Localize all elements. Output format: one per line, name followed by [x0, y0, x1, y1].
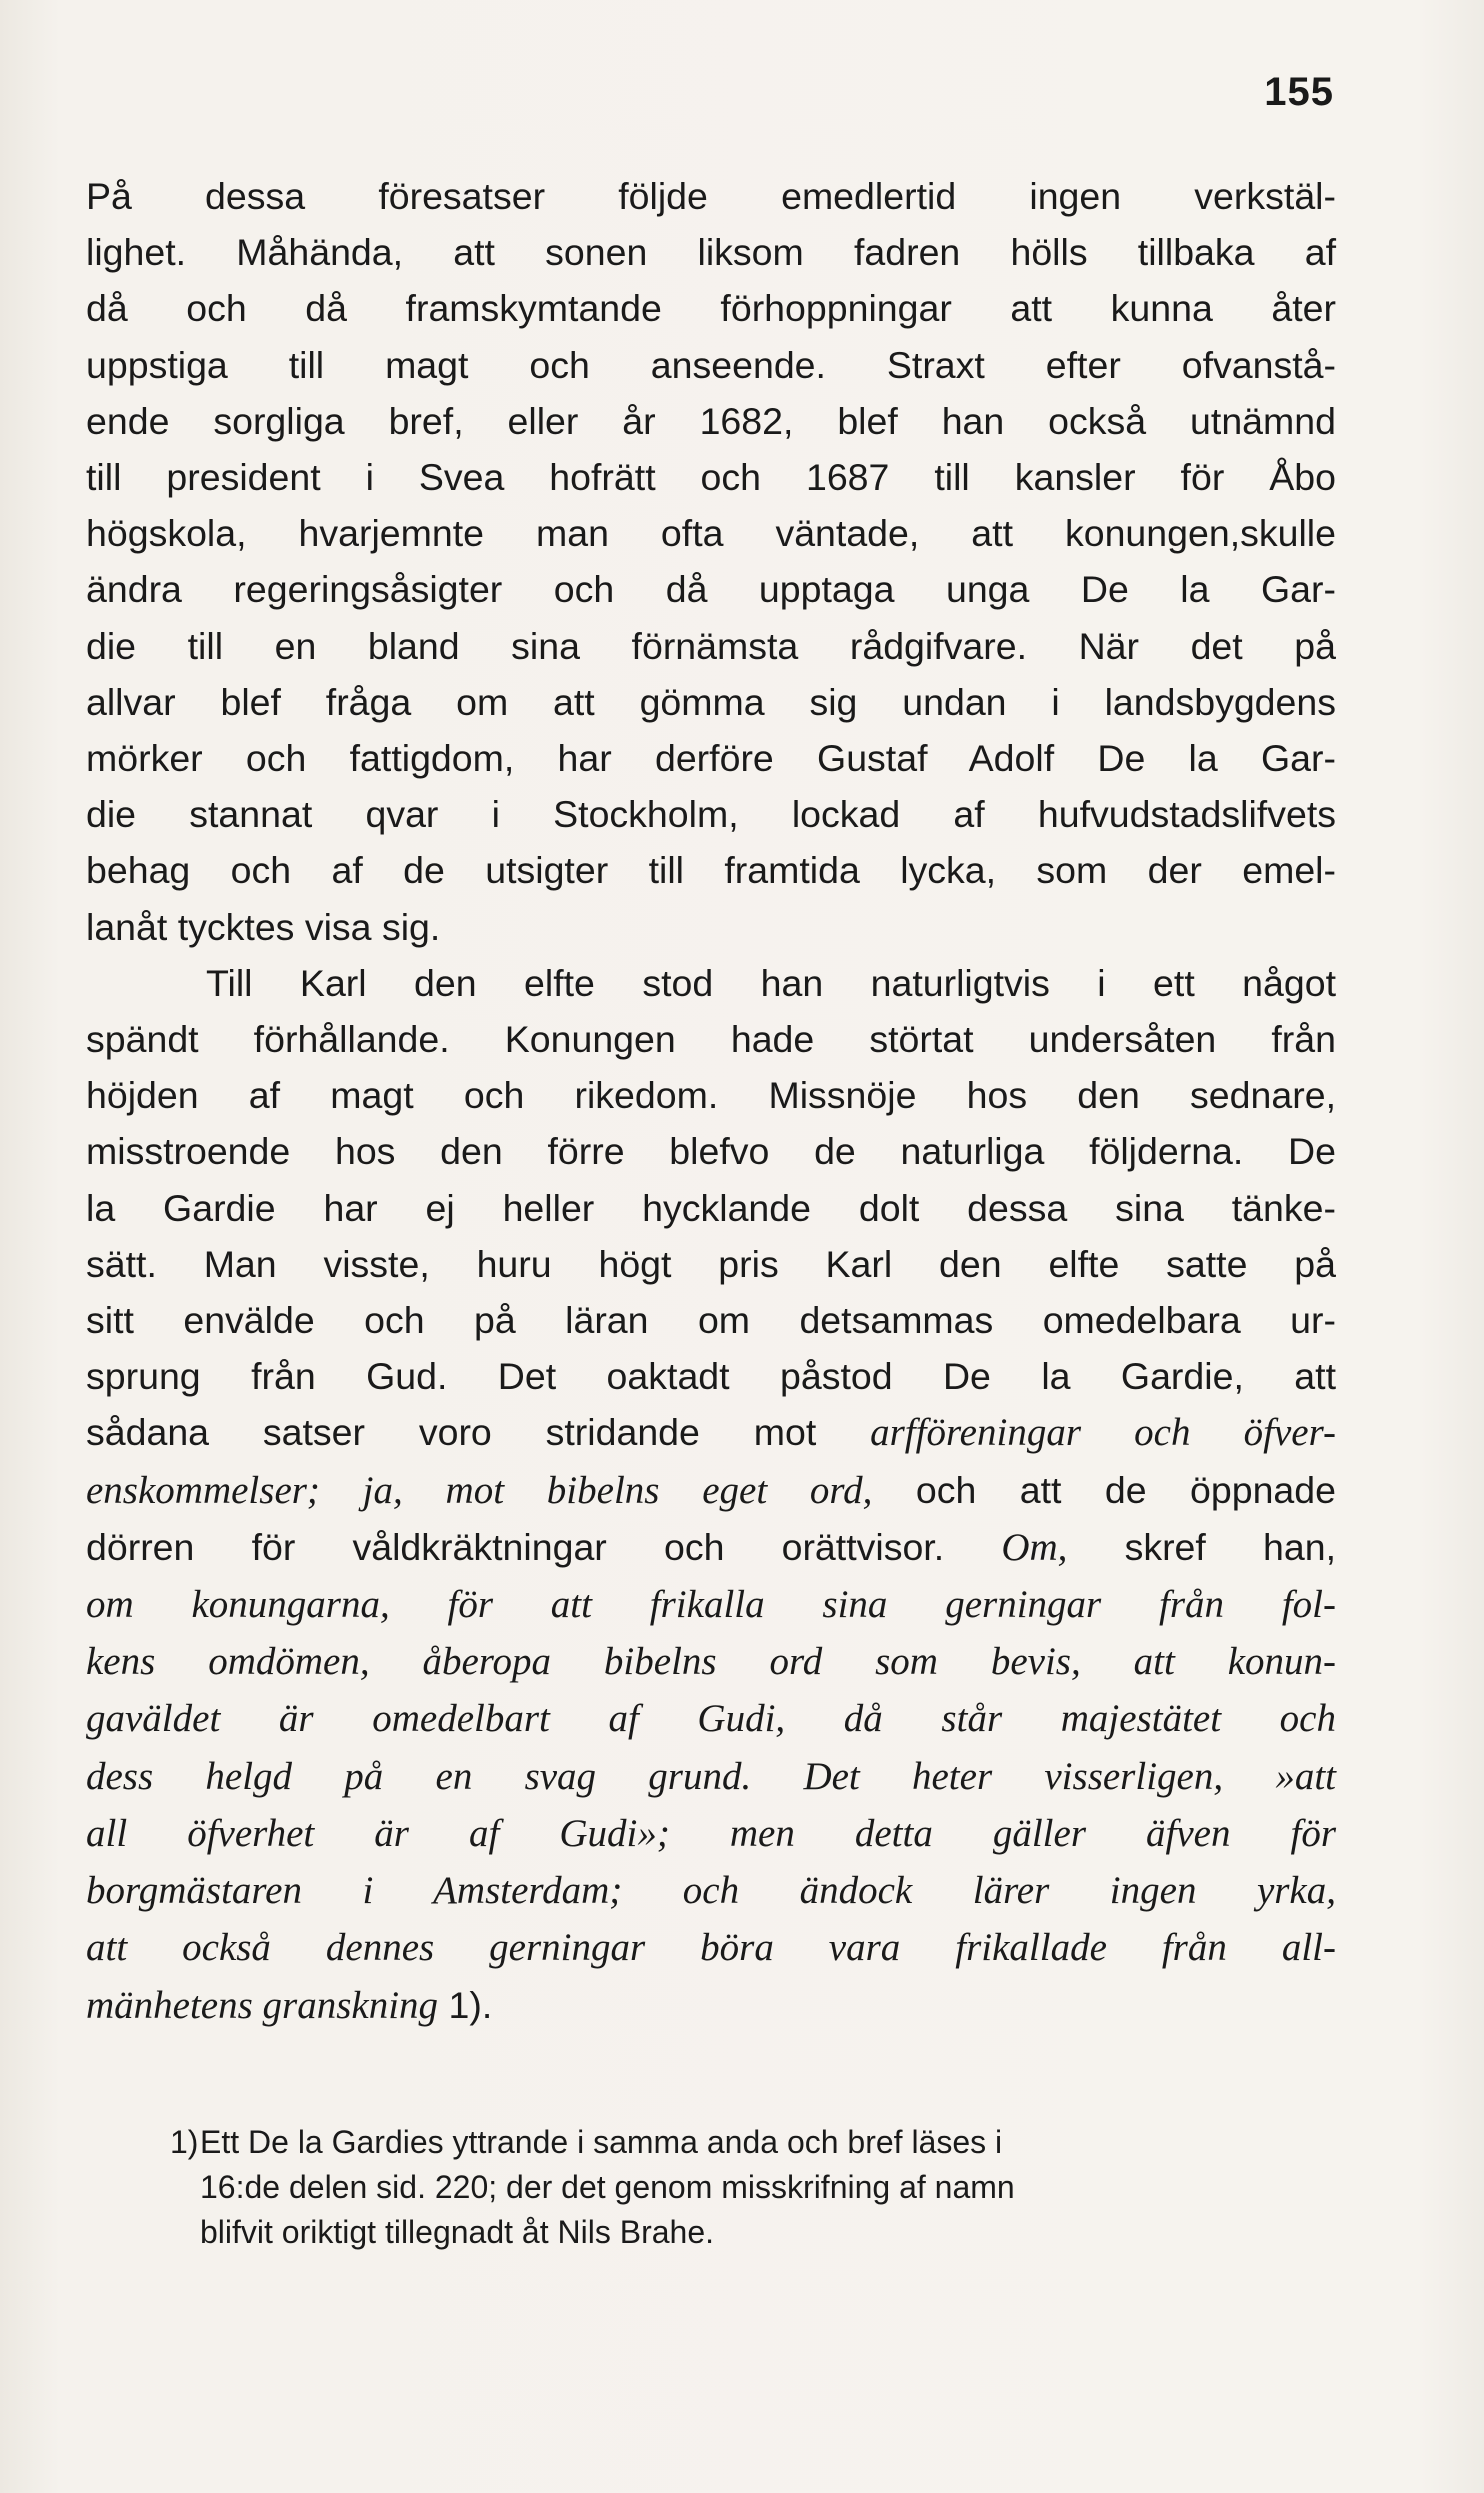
italic-segment: enskommelser; ja, mot bibelns eget ord,: [86, 1468, 873, 1512]
text-line: lanåt tycktes visa sig.: [86, 905, 441, 948]
footnote-line: blifvit oriktigt tillegnadt åt Nils Brahe.: [200, 2214, 714, 2250]
text-line: då och då framskymtande förhoppningar att kunna åter: [86, 287, 1336, 330]
text-line: lighet. Måhända, att sonen liksom fadren hölls tillbaka af: [86, 231, 1336, 274]
text-line: spändt förhållande. Konungen hade störtat undersåten från: [86, 1018, 1336, 1061]
body-text: [86, 168, 1336, 2034]
text-line: [86, 1977, 1336, 2034]
italic-segment: Om,: [1001, 1525, 1068, 1569]
italic-segment: mänhetens granskning: [86, 1983, 439, 2027]
text-line: [86, 1748, 1336, 1805]
italic-segment: om konungarna, för att frikalla sina gerningar från fol-: [86, 1583, 1336, 1627]
text-line: sitt envälde och på läran om detsammas omedelbara ur-: [86, 1299, 1336, 1342]
footnote-marker: 1): [170, 2124, 199, 2160]
text-line: [86, 1404, 1336, 1461]
text-line: höjden af magt och rikedom. Missnöje hos den sednare,: [86, 1074, 1336, 1117]
text-line: uppstiga till magt och anseende. Straxt efter ofvanstå-: [86, 343, 1336, 386]
text-line: [86, 1519, 1336, 1576]
text-line: högskola, hvarjemnte man ofta väntade, att konungen,skulle: [86, 512, 1336, 555]
italic-segment: borgmästaren i Amsterdam; och ändock lärer ingen yrka,: [86, 1869, 1336, 1913]
text-line: [86, 1633, 1336, 1690]
text-line: behag och af de utsigter till framtida lycka, som der emel-: [86, 849, 1336, 892]
text-line: die till en bland sina förnämsta rådgifvare. När det på: [86, 624, 1336, 667]
italic-segment: dess helgd på en svag grund. Det heter visserligen, »att: [86, 1754, 1336, 1798]
footnote-line: 16:de delen sid. 220; der det genom misskrifning af namn: [200, 2169, 1015, 2205]
text-segment: sådana satser voro stridande mot: [86, 1411, 871, 1454]
text-line: sätt. Man visste, huru högt pris Karl den elfte satte på: [86, 1242, 1336, 1285]
footnote-reference: 1).: [438, 1983, 493, 2026]
footnote: [170, 2120, 1340, 2255]
text-segment: och att de öppnade: [872, 1468, 1337, 1511]
text-line: [86, 1805, 1336, 1862]
text-line: ändra regeringsåsigter och då upptaga unga De la Gar-: [86, 568, 1336, 611]
text-line: allvar blef fråga om att gömma sig undan i landsbygdens: [86, 680, 1336, 723]
text-line: På dessa föresatser följde emedlertid ingen verkstäl-: [86, 175, 1336, 217]
italic-segment: gaväldet är omedelbart af Gudi, då står majestätet och: [86, 1697, 1336, 1741]
text-line: [86, 1690, 1336, 1747]
text-line: till president i Svea hofrätt och 1687 till kansler för Åbo: [86, 456, 1336, 499]
italic-segment: att också dennes gerningar böra vara frikallade från all-: [86, 1926, 1336, 1970]
page-number: 155: [1264, 70, 1334, 114]
text-line: ende sorgliga bref, eller år 1682, blef han också utnämnd: [86, 399, 1336, 442]
text-line: mörker och fattigdom, har derföre Gustaf Adolf De la Gar-: [86, 737, 1336, 780]
italic-segment: all öfverhet är af Gudi»; men detta gäller äfven för: [86, 1811, 1336, 1855]
footnote-line: Ett De la Gardies yttrande i samma anda och bref läses i: [200, 2124, 1003, 2160]
text-line: Till Karl den elfte stod han naturligtvis i ett något: [206, 961, 1336, 1004]
italic-segment: arfföreningar och öfver-: [870, 1411, 1336, 1455]
text-line: [86, 1462, 1336, 1519]
text-line: [86, 1862, 1336, 1919]
text-segment: dörren för våldkräktningar och orättvisor.: [86, 1525, 1002, 1568]
text-line: die stannat qvar i Stockholm, lockad af hufvudstadslifvets: [86, 793, 1336, 836]
text-line: [86, 1576, 1336, 1633]
text-segment: skref han,: [1067, 1525, 1336, 1568]
text-line: la Gardie har ej heller hycklande dolt dessa sina tänke-: [86, 1186, 1336, 1229]
text-line: misstroende hos den förre blefvo de naturliga följderna. De: [86, 1130, 1336, 1173]
italic-segment: kens omdömen, åberopa bibelns ord som bevis, att konun-: [86, 1640, 1336, 1684]
text-line: [86, 1919, 1336, 1976]
text-line: sprung från Gud. Det oaktadt påstod De la Gardie, att: [86, 1355, 1336, 1398]
